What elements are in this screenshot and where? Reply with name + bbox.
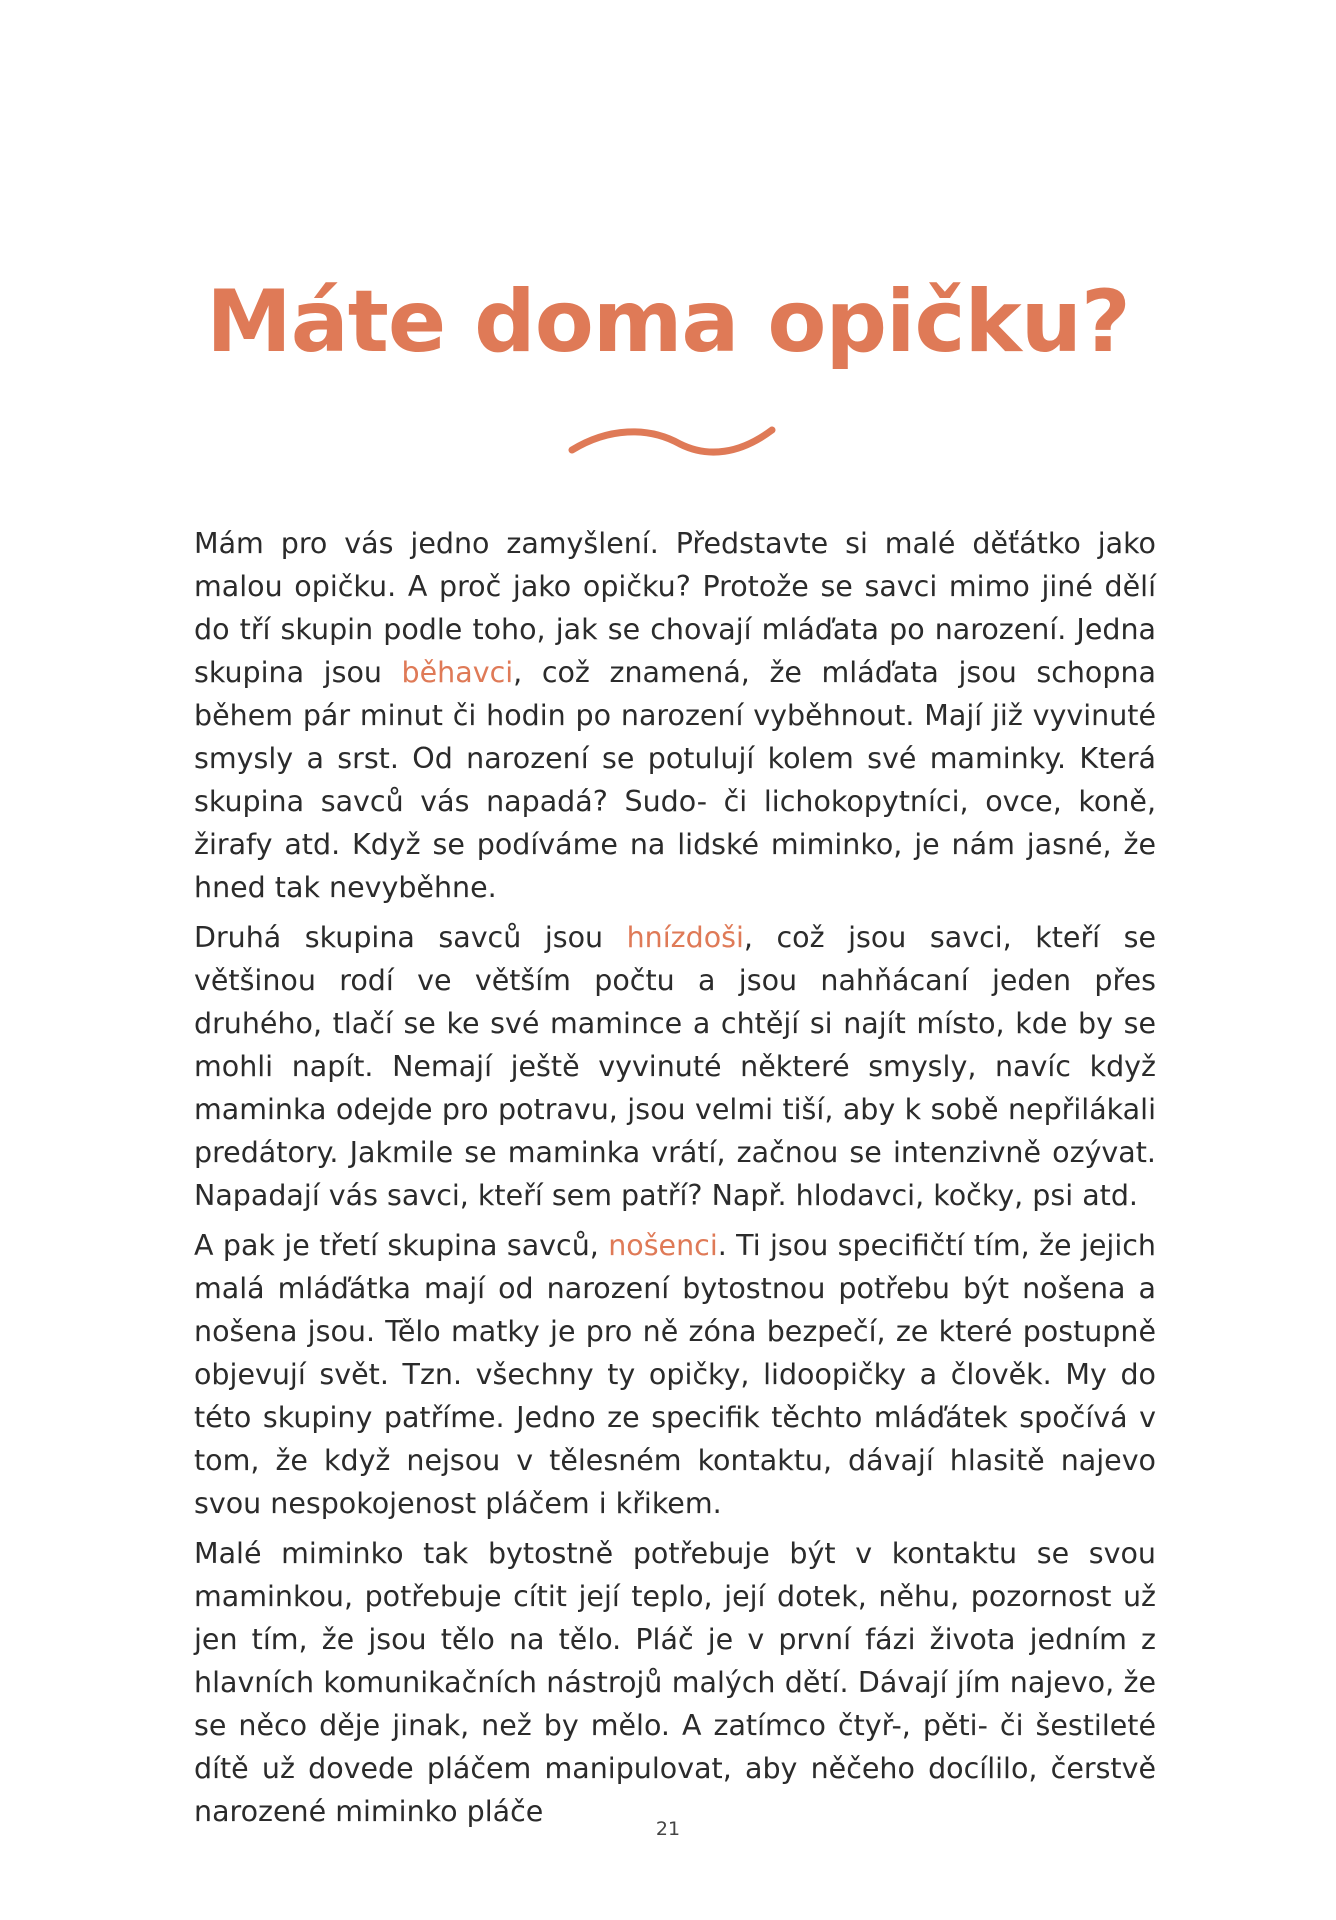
paragraph-text: Malé miminko tak bytostně potřebuje být v kontaktu se svou maminkou, potřebuje cítit její teplo, její dotek, něhu, pozornost už jen tím, že jsou tělo na tělo. Pláč je v první fázi života jedním z hlavních komunikačních nástrojů malých dětí. Dávají jím najevo, že se něco děje jinak, než by mělo. A zatímco čtyř-, pěti- či šestileté dítě už dovede pláčem manipulovat, aby něčeho docílilo, čerstvě narozené miminko pláče xyxy=(194,1537,1156,1828)
paragraph-text: . Ti jsou specifičtí tím, že jejich malá mláďátka mají od narození bytostnou potřebu být nošena a nošena jsou. Tělo matky je pro ně zóna bezpečí, ze které postupně objevují svět. Tzn. všechny ty opičky, lidoopičky a člověk. My do této skupiny patříme. Jedno ze specifik těchto mláďátek spočívá v tom, že když nejsou v tělesném kontaktu, dávají hlasitě najevo svou nespokojenost pláčem i křikem. xyxy=(194,1229,1156,1520)
paragraph-3 xyxy=(194,1224,1156,1525)
highlighted-term: běhavci xyxy=(401,656,514,689)
paragraph-text: , což jsou savci, kteří se většinou rodí ve větším počtu a jsou nahňácaní jeden přes druhého, tlačí se ke své mamince a chtějí si najít místo, kde by se mohli napít. Nemají ještě vyvinuté některé smysly, navíc když maminka odejde pro potravu, jsou velmi tiší, aby k sobě nepřilákali predátory. Jakmile se maminka vrátí, začnou se intenzivně ozývat. Napadají vás savci, kteří sem patří? Např. hlodavci, kočky, psi atd. xyxy=(194,921,1156,1212)
page-title: Máte doma opičku? xyxy=(206,272,1130,372)
paragraph-text: A pak je třetí skupina savců, xyxy=(194,1229,609,1262)
paragraph-4 xyxy=(194,1532,1156,1833)
paragraph-text: Mám pro vás jedno zamyšlení. Představte si malé děťátko jako malou opičku. A proč jako opičku? Protože se savci mimo jiné dělí do tří skupin podle toho, jak se chovají mláďata po narození. Jedna skupina jsou xyxy=(194,527,1156,689)
paragraph-1 xyxy=(194,522,1156,909)
paragraph-2 xyxy=(194,916,1156,1217)
paragraph-text: , což znamená, že mláďata jsou schopna během pár minut či hodin po narození vyběhnout. Mají již vyvinuté smysly a srst. Od narození se potulují kolem své maminky. Která skupina savců vás napadá? Sudo- či lichokopytníci, ovce, koně, žirafy atd. Když se podíváme na lidské miminko, je nám jasné, že hned tak nevyběhne. xyxy=(194,656,1156,904)
highlighted-term: nošenci xyxy=(608,1229,718,1262)
article-body xyxy=(194,522,1156,1840)
paragraph-text: Druhá skupina savců jsou xyxy=(194,921,627,954)
decorative-swash xyxy=(568,418,778,462)
highlighted-term: hnízdoši xyxy=(626,921,744,954)
page-number: 21 xyxy=(655,1818,681,1840)
